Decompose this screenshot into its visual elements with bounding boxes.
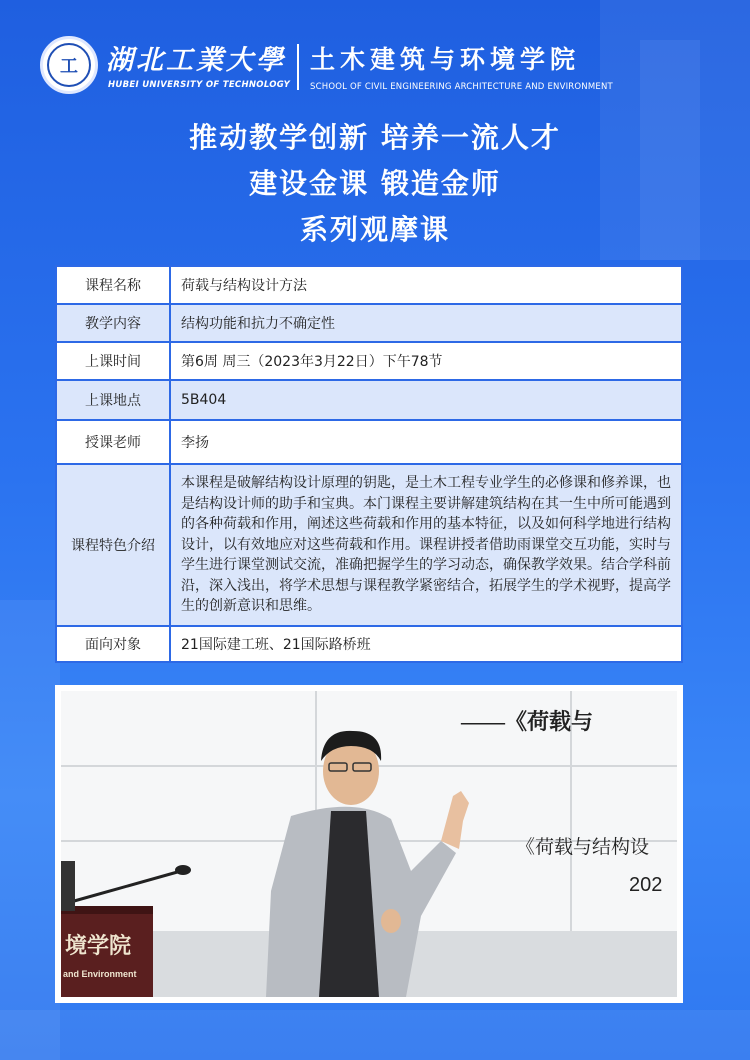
screen-title-text: ——《荷载与	[461, 709, 594, 734]
row-label: 面向对象	[56, 626, 170, 662]
row-label: 授课老师	[56, 420, 170, 464]
row-label: 教学内容	[56, 304, 170, 342]
table-row	[56, 342, 682, 380]
row-value: 李扬	[170, 420, 682, 464]
table-row	[56, 420, 682, 464]
title-line-3: 系列观摩课	[299, 213, 450, 246]
header	[40, 30, 720, 100]
school-name-en: SCHOOL OF CIVIL ENGINEERING ARCHITECTURE AND ENVIRONMENT	[310, 82, 613, 92]
row-value: 结构功能和抗力不确定性	[170, 304, 682, 342]
screen-year-text: 202	[629, 874, 663, 896]
title-line-2: 建设金课 锻造金师	[249, 167, 501, 200]
row-label: 课程名称	[56, 266, 170, 304]
table-row	[56, 266, 682, 304]
logo-emblem-icon: 工	[47, 43, 91, 87]
course-info-table	[55, 265, 683, 663]
course-description: 本课程是破解结构设计原理的钥匙，是土木工程专业学生的必修课和修养课，也是结构设计师的助手和宝典。本门课程主要讲解建筑结构在其一生中所可能遇到的各种荷载和作用，阐述这些荷载和作用的基本特征，以及如何科学地进行结构设计，以有效地应对这些荷载和作用。课程讲授者借助雨课堂交互功能，实时与学生进行课堂测试交流，准确把握学生的学习动态，确保教学效果。结合学科前沿，深入浅出，将学术思想与课程教学紧密结合，拓展学生的学术视野，提高学生的创新意识和思维。	[170, 464, 682, 626]
row-value: 5B404	[170, 380, 682, 420]
podium-name-en: and Environment	[63, 969, 137, 979]
title-block	[0, 115, 750, 253]
table-row	[56, 380, 682, 420]
school-name-cn: 土木建筑与环境学院	[310, 45, 581, 74]
row-label: 上课时间	[56, 342, 170, 380]
table-row	[56, 464, 682, 626]
header-divider	[297, 44, 299, 90]
row-label: 课程特色介绍	[56, 464, 170, 626]
lecture-photo	[55, 685, 683, 1003]
table-row	[56, 626, 682, 662]
university-name-cn: 湖北工業大學	[106, 45, 286, 76]
university-logo	[40, 36, 98, 94]
podium-name-cn: 境学院	[65, 933, 132, 959]
title-line-1: 推动教学创新 培养一流人才	[189, 121, 561, 154]
screen-subtitle-text: 《荷载与结构设	[516, 837, 650, 858]
row-value: 第6周 周三（2023年3月22日）下午78节	[170, 342, 682, 380]
table-row	[56, 304, 682, 342]
row-value: 21国际建工班、21国际路桥班	[170, 626, 682, 662]
row-label: 上课地点	[56, 380, 170, 420]
university-name-en: HUBEI UNIVERSITY OF TECHNOLOGY	[108, 80, 291, 90]
row-value: 荷载与结构设计方法	[170, 266, 682, 304]
lecture-photo-illustration	[61, 691, 677, 997]
